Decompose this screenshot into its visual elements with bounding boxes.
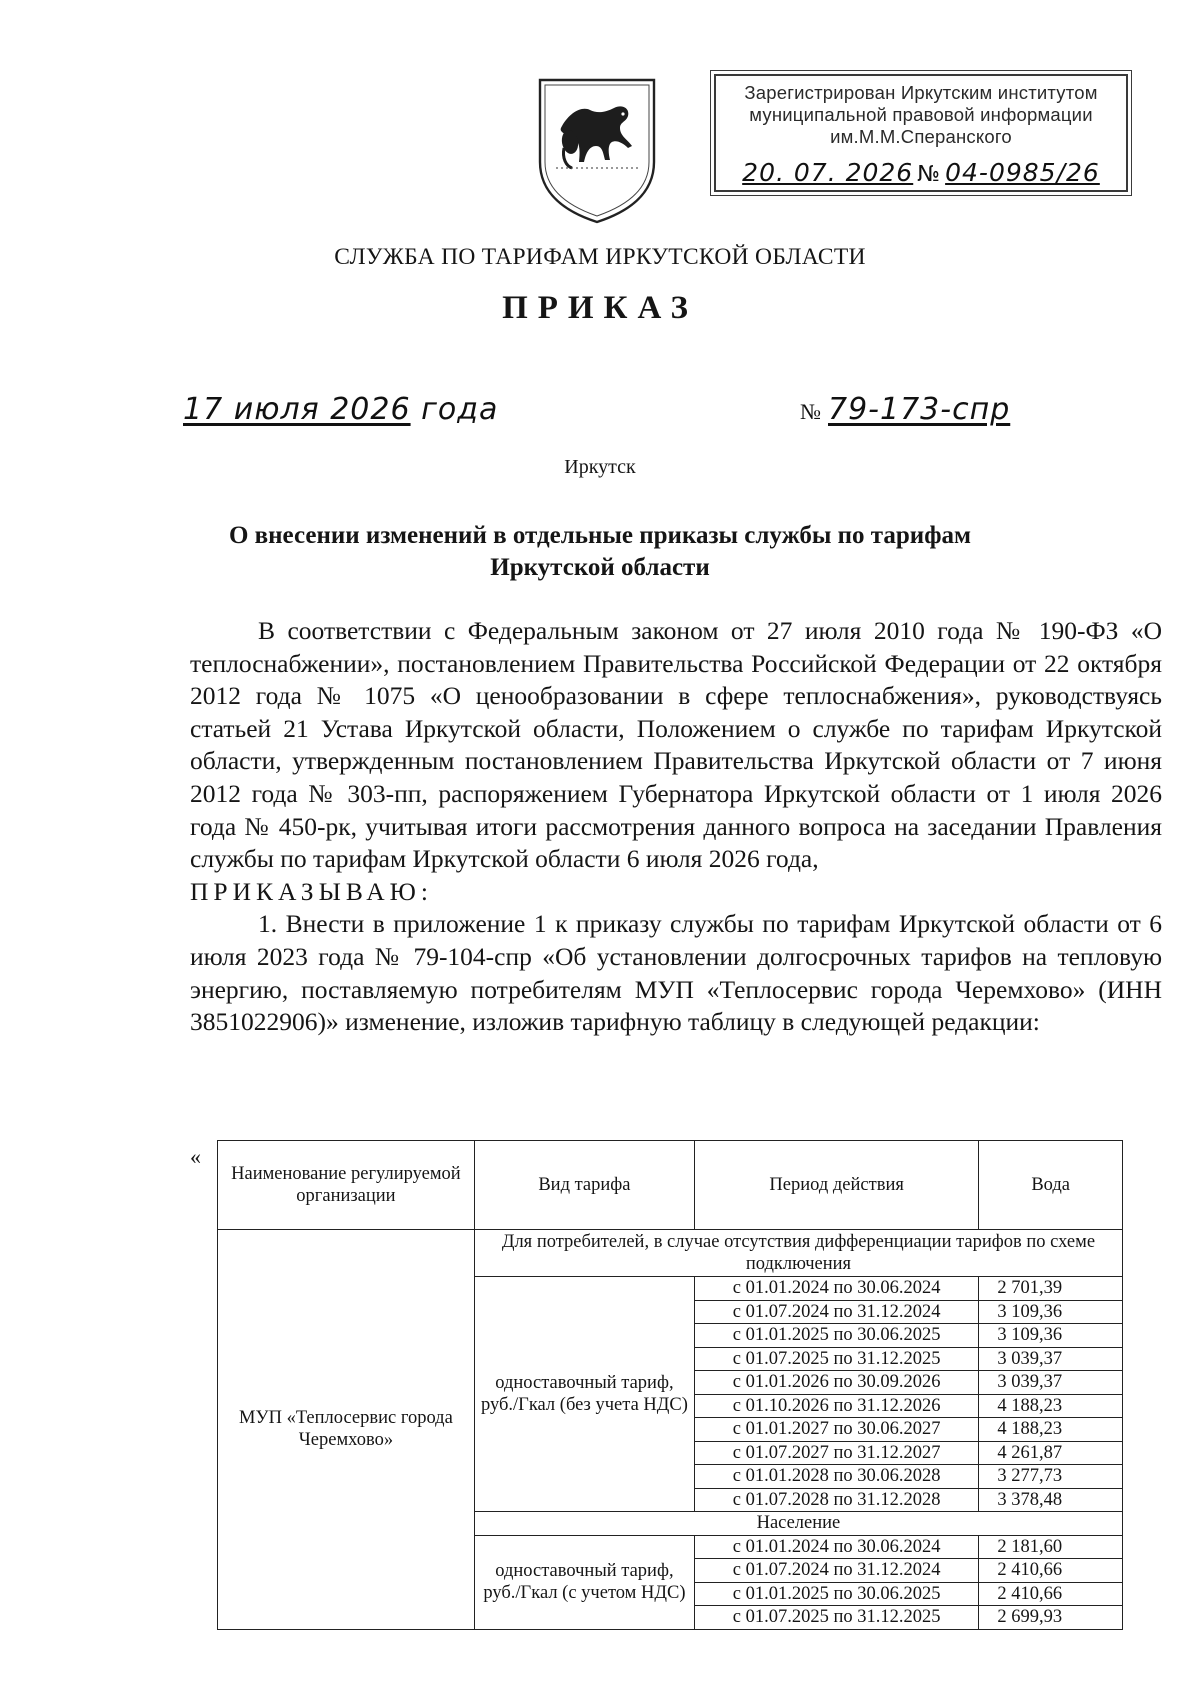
value-cell: 4 261,87 bbox=[979, 1441, 1123, 1465]
value-cell: 3 039,37 bbox=[979, 1371, 1123, 1395]
period-cell: с 01.07.2025 по 31.12.2025 bbox=[695, 1606, 979, 1630]
period-cell: с 01.07.2027 по 31.12.2027 bbox=[695, 1441, 979, 1465]
open-quote-mark: « bbox=[190, 1144, 201, 1169]
stamp-line-1: Зарегистрирован Иркутским институтом bbox=[744, 82, 1098, 103]
order-number-handwritten: 79-173-спр bbox=[828, 392, 1011, 427]
document-type-title: ПРИКАЗ bbox=[502, 290, 698, 326]
value-cell: 2 701,39 bbox=[979, 1277, 1123, 1301]
period-cell: с 01.01.2025 по 30.06.2025 bbox=[695, 1582, 979, 1606]
value-cell: 4 188,23 bbox=[979, 1418, 1123, 1442]
order-date-suffix: года bbox=[421, 392, 499, 427]
stamp-line-2: муниципальной правовой информации bbox=[749, 104, 1093, 125]
period-cell: с 01.01.2024 по 30.06.2024 bbox=[695, 1535, 979, 1559]
period-cell: с 01.07.2024 по 31.12.2024 bbox=[695, 1559, 979, 1583]
period-cell: с 01.01.2028 по 30.06.2028 bbox=[695, 1465, 979, 1489]
period-cell: с 01.07.2028 по 31.12.2028 bbox=[695, 1488, 979, 1512]
period-cell: с 01.01.2024 по 30.06.2024 bbox=[695, 1277, 979, 1301]
period-cell: с 01.01.2027 по 30.06.2027 bbox=[695, 1418, 979, 1442]
order-number-sign: № bbox=[800, 399, 822, 424]
value-cell: 3 277,73 bbox=[979, 1465, 1123, 1489]
decree-word: ПРИКАЗЫВАЮ: bbox=[190, 876, 433, 906]
value-cell: 3 039,37 bbox=[979, 1347, 1123, 1371]
agency-name: СЛУЖБА ПО ТАРИФАМ ИРКУТСКОЙ ОБЛАСТИ bbox=[334, 244, 866, 270]
period-cell: с 01.01.2025 по 30.06.2025 bbox=[695, 1324, 979, 1348]
section-2-tariff-label: одноставочный тариф, руб./Гкал (с учетом НДС) bbox=[474, 1535, 694, 1629]
value-cell: 4 188,23 bbox=[979, 1394, 1123, 1418]
header-period: Период действия bbox=[695, 1141, 979, 1230]
order-number bbox=[800, 392, 1010, 427]
city-name: Иркутск bbox=[564, 456, 636, 478]
order-body bbox=[190, 615, 1162, 1039]
value-cell: 2 181,60 bbox=[979, 1535, 1123, 1559]
section-1-title: Для потребителей, в случае отсутствия дифференциации тарифов по схеме подключения bbox=[474, 1230, 1122, 1277]
period-cell: с 01.07.2024 по 31.12.2024 bbox=[695, 1300, 979, 1324]
order-date bbox=[183, 392, 498, 427]
stamp-number-sign: № bbox=[917, 162, 942, 187]
order-subject bbox=[200, 520, 1000, 584]
period-cell: с 01.07.2025 по 31.12.2025 bbox=[695, 1347, 979, 1371]
item-1-paragraph: 1. Внести в приложение 1 к приказу службы по тарифам Иркутской области от 6 июля 2023 года № 79-104-спр «Об установлении долгосрочных тарифов на тепловую энергию, поставляемую потребителям МУП «Теплосервис города Черемхово» (ИНН 3851022906)» изменение, изложив тарифную таблицу в следующей редакции: bbox=[190, 909, 1162, 1037]
preamble-paragraph: В соответствии с Федеральным законом от 27 июля 2010 года № 190-ФЗ «О теплоснабжении», постановлением Правительства Российской Федерации от 22 октября 2012 года № 1075 «О ценообразовании в сфере теплоснабжения», руководствуясь статьей 21 Устава Иркутской области, Положением о службе по тарифам Иркутской области, утвержденным постановлением Правительства Иркутской области от 7 июня 2012 года № 303-пп, распоряжением Губернатора Иркутской области от 1 июля 2026 года № 450-рк, учитывая итоги рассмотрения данного вопроса на заседании Правления службы по тарифам Иркутской области 6 июля 2026 года, bbox=[190, 616, 1162, 874]
coat-of-arms-emblem bbox=[536, 76, 658, 224]
period-cell: с 01.10.2026 по 31.12.2026 bbox=[695, 1394, 979, 1418]
value-cell: 2 699,93 bbox=[979, 1606, 1123, 1630]
stamp-registration-entry bbox=[716, 158, 1126, 190]
header-tariff-type: Вид тарифа bbox=[474, 1141, 694, 1230]
stamp-line-3: им.М.М.Сперанского bbox=[830, 126, 1012, 147]
value-cell: 2 410,66 bbox=[979, 1559, 1123, 1583]
value-cell: 2 410,66 bbox=[979, 1582, 1123, 1606]
order-date-handwritten: 17 июля 2026 bbox=[183, 392, 411, 427]
value-cell: 3 378,48 bbox=[979, 1488, 1123, 1512]
order-subject-line-1: О внесении изменений в отдельные приказы службы по тарифам bbox=[228, 522, 972, 549]
value-cell: 3 109,36 bbox=[979, 1324, 1123, 1348]
table-header-row bbox=[218, 1141, 1123, 1230]
section-1-tariff-label: одноставочный тариф, руб./Гкал (без учета НДС) bbox=[474, 1277, 694, 1512]
value-cell: 3 109,36 bbox=[979, 1300, 1123, 1324]
header-org: Наименование регулируемой организации bbox=[218, 1141, 475, 1230]
stamp-date: 20. 07. 2026 bbox=[742, 158, 914, 187]
stamp-number: 04-0985/26 bbox=[945, 158, 1100, 187]
header-water: Вода bbox=[979, 1141, 1123, 1230]
org-name-cell: МУП «Теплосервис города Черемхово» bbox=[218, 1230, 475, 1630]
section-2-title: Население bbox=[474, 1512, 1122, 1536]
registration-stamp bbox=[714, 74, 1128, 192]
period-cell: с 01.01.2026 по 30.09.2026 bbox=[695, 1371, 979, 1395]
tariff-table bbox=[217, 1140, 1123, 1630]
order-subject-line-2: Иркутской области bbox=[490, 554, 710, 581]
section-1-title-row bbox=[218, 1230, 1123, 1277]
